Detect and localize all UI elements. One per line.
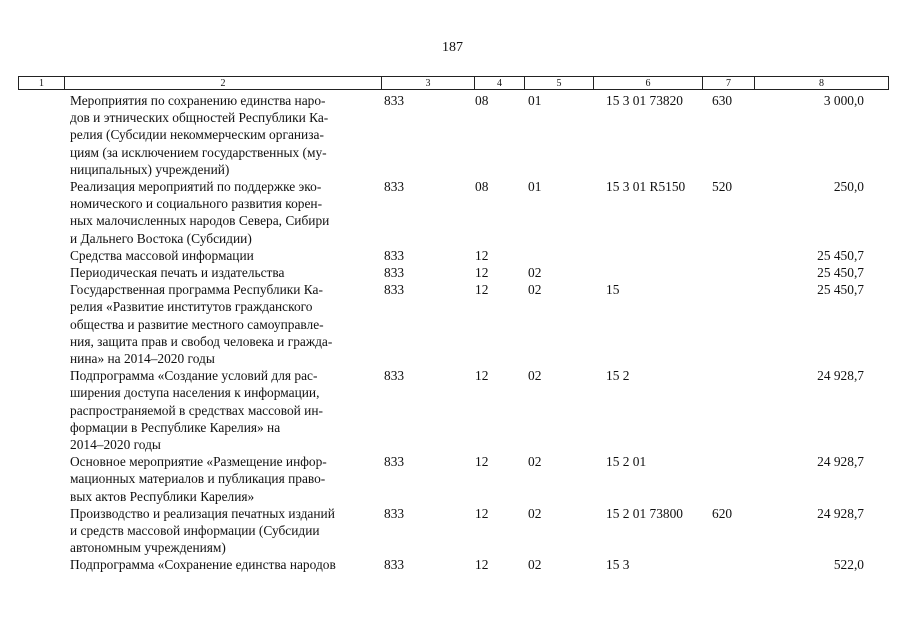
row-target-article: 15 2 01 xyxy=(606,454,647,470)
table-row xyxy=(0,453,905,505)
table-row xyxy=(0,92,905,178)
row-section: 12 xyxy=(475,282,489,298)
row-name-line: Государственная программа Республики Ка- xyxy=(70,282,323,298)
row-amount: 522,0 xyxy=(833,557,864,573)
row-name-line: ширения доступа населения к информации, xyxy=(70,385,320,401)
row-name-line: циям (за исключением государственных (му- xyxy=(70,144,327,160)
row-admin-code: 833 xyxy=(384,264,405,280)
row-admin-code: 833 xyxy=(384,179,405,194)
row-name-line: Периодическая печать и издательства xyxy=(70,264,285,280)
row-target-article: 15 xyxy=(606,282,620,298)
row-name-line: Подпрограмма «Создание условий для рас- xyxy=(70,368,318,384)
row-name-line: формации в Республике Карелия» на xyxy=(70,419,281,435)
row-admin-code: 833 xyxy=(384,368,405,384)
row-name-line: нина» на 2014–2020 годы xyxy=(70,350,215,366)
row-name-line: автономным учреждениям) xyxy=(70,540,226,556)
row-name-line: Средства массовой информации xyxy=(70,247,254,263)
row-admin-code: 833 xyxy=(384,282,405,298)
row-admin-code: 833 xyxy=(384,93,405,108)
row-name xyxy=(70,247,375,264)
row-name-line: и Дальнего Востока (Субсидии) xyxy=(70,230,252,246)
column-header-8: 8 xyxy=(755,77,889,90)
row-amount: 24 928,7 xyxy=(817,454,864,470)
row-name xyxy=(70,281,375,367)
column-header-row xyxy=(19,77,889,90)
row-name-line: Подпрограмма «Сохранение единства народов xyxy=(70,557,336,573)
row-expense-type: 620 xyxy=(712,505,733,521)
row-name xyxy=(70,505,375,557)
row-target-article: 15 3 01 73820 xyxy=(606,93,683,108)
row-name-line: распространяемой в средствах массовой ин- xyxy=(70,402,323,418)
row-name-line: ных малочисленных народов Севера, Сибири xyxy=(70,213,330,229)
row-name-line: релия «Развитие институтов гражданского xyxy=(70,299,313,315)
table-row xyxy=(0,281,905,367)
row-amount: 25 450,7 xyxy=(817,247,864,263)
row-name-line: мационных материалов и публикация право- xyxy=(70,471,326,487)
row-name-line: релия (Субсидии некоммерческим организа- xyxy=(70,127,324,143)
row-admin-code: 833 xyxy=(384,454,405,470)
row-name-line: ния, защита прав и свобод человека и гражда- xyxy=(70,333,333,349)
row-name-line: Реализация мероприятий по поддержке эко- xyxy=(70,179,322,194)
row-amount: 25 450,7 xyxy=(817,282,864,298)
row-name-line: 2014–2020 годы xyxy=(70,436,161,452)
row-amount: 3 000,0 xyxy=(823,93,864,108)
row-amount: 250,0 xyxy=(833,179,864,194)
row-subsection: 01 xyxy=(528,179,542,194)
row-expense-type: 630 xyxy=(712,93,733,108)
column-header-1: 1 xyxy=(19,77,65,90)
row-section: 12 xyxy=(475,505,489,521)
row-section: 12 xyxy=(475,264,489,280)
row-name-line: Мероприятия по сохранению единства наро- xyxy=(70,93,326,108)
row-subsection: 02 xyxy=(528,505,542,521)
column-header-6: 6 xyxy=(594,77,703,90)
row-section: 12 xyxy=(475,247,489,263)
row-name-line: вых актов Республики Карелия» xyxy=(70,488,255,504)
row-name-line: дов и этнических общностей Республики Ка- xyxy=(70,110,329,126)
table-row xyxy=(0,178,905,247)
row-name-line: общества и развитие местного самоуправле- xyxy=(70,316,324,332)
column-header-table xyxy=(18,76,889,90)
table-row xyxy=(0,247,905,264)
row-subsection: 02 xyxy=(528,368,542,384)
row-subsection: 02 xyxy=(528,454,542,470)
row-target-article: 15 2 xyxy=(606,368,630,384)
row-subsection: 02 xyxy=(528,282,542,298)
row-target-article: 15 2 01 73800 xyxy=(606,505,683,521)
table-row xyxy=(0,264,905,281)
column-header-4: 4 xyxy=(475,77,525,90)
row-section: 12 xyxy=(475,368,489,384)
table-row xyxy=(0,556,905,573)
row-section: 08 xyxy=(475,93,489,108)
row-section: 12 xyxy=(475,454,489,470)
column-header-2: 2 xyxy=(65,77,382,90)
column-header-5: 5 xyxy=(525,77,594,90)
row-admin-code: 833 xyxy=(384,557,405,573)
row-name-line: и средств массовой информации (Субсидии xyxy=(70,522,320,538)
row-amount: 24 928,7 xyxy=(817,368,864,384)
row-section: 08 xyxy=(475,179,489,194)
row-name xyxy=(70,178,375,247)
row-name-line: Основное мероприятие «Размещение инфор- xyxy=(70,454,327,470)
row-admin-code: 833 xyxy=(384,505,405,521)
row-name xyxy=(70,453,375,505)
table-row xyxy=(0,505,905,557)
table-row xyxy=(0,367,905,453)
row-name xyxy=(70,367,375,453)
row-name-line: Производство и реализация печатных изданий xyxy=(70,505,335,521)
row-amount: 24 928,7 xyxy=(817,505,864,521)
row-name xyxy=(70,556,375,573)
row-subsection: 02 xyxy=(528,264,542,280)
budget-table-body xyxy=(0,92,905,574)
row-admin-code: 833 xyxy=(384,247,405,263)
row-target-article: 15 3 xyxy=(606,557,630,573)
page-number: 187 xyxy=(442,40,463,55)
row-subsection: 01 xyxy=(528,93,542,108)
row-expense-type: 520 xyxy=(712,179,733,194)
row-subsection: 02 xyxy=(528,557,542,573)
row-name xyxy=(70,264,375,281)
row-amount: 25 450,7 xyxy=(817,264,864,280)
column-header-7: 7 xyxy=(703,77,755,90)
row-name-line: ниципальных) учреждений) xyxy=(70,161,230,177)
row-name-line: номического и социального развития корен- xyxy=(70,196,323,212)
column-header-3: 3 xyxy=(382,77,475,90)
row-target-article: 15 3 01 R5150 xyxy=(606,179,686,194)
row-section: 12 xyxy=(475,557,489,573)
row-name xyxy=(70,92,375,178)
